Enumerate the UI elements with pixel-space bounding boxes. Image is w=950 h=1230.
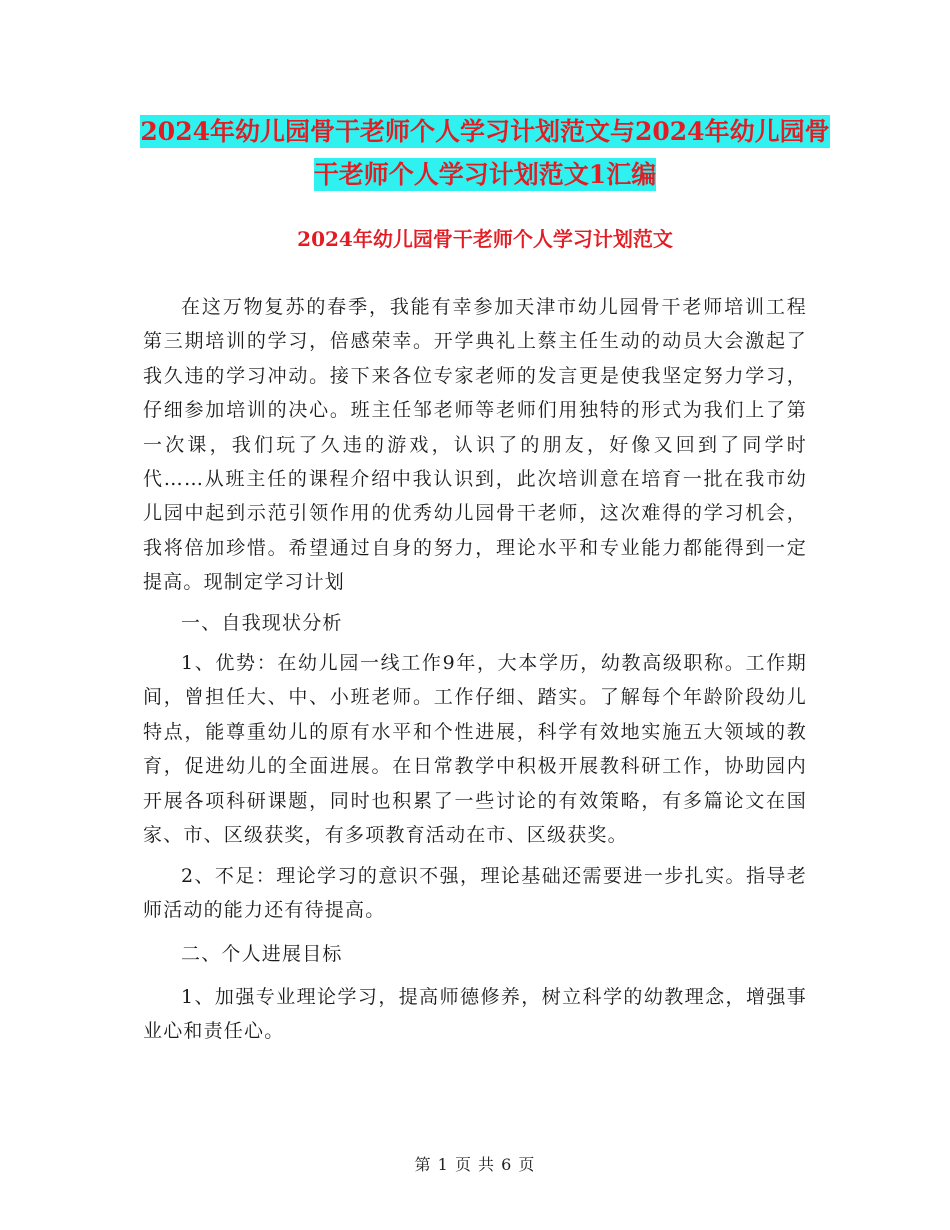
heading-self-analysis: 一、自我现状分析 [181, 611, 343, 634]
paragraph-strengths: 1、优势：在幼儿园一线工作9年，大本学历，幼教高级职称。工作期间，曾担任大、中、小班老师。工作仔细、踏实。了解每个年龄阶段幼儿特点，能尊重幼儿的原有水平和个性进展，科学有效地实施五大领域的教育，促进幼儿的全面进展。在日常教学中积极开展教科研工作，协助园内开展各项科研课题，同时也积累了一些讨论的有效策略，有多篇论文在国家、市、区级获奖，有多项教育活动在市、区级获奖。 [143, 652, 807, 847]
paragraph-weaknesses: 2、不足：理论学习的意识不强，理论基础还需要进一步扎实。指导老师活动的能力还有待提高。 [143, 864, 807, 921]
document-title-text: 2024年幼儿园骨干老师个人学习计划范文与2024年幼儿园骨干老师个人学习计划范文1汇编 [140, 117, 830, 189]
paragraph-goal-1: 1、加强专业理论学习，提高师德修养，树立科学的幼教理念，增强事业心和责任心。 [143, 985, 807, 1043]
document-title [140, 110, 830, 196]
paragraph-intro: 在这万物复苏的春季，我能有幸参加天津市幼儿园骨干老师培训工程第三期培训的学习，倍感荣幸。开学典礼上蔡主任生动的动员大会激起了我久违的学习冲动。接下来各位专家老师的发言更是使我坚定努力学习，仔细参加培训的决心。班主任邹老师等老师们用独特的形式为我们上了第一次课，我们玩了久违的游戏，认识了的朋友，好像又回到了同学时代……从班主任的课程介绍中我认识到，此次培训意在培育一批在我市幼儿园中起到示范引领作用的优秀幼儿园骨干老师，这次难得的学习机会，我将倍加珍惜。希望通过自身的努力，理论水平和专业能力都能得到一定提高。现制定学习计划 [143, 296, 807, 594]
document-body [143, 290, 807, 1049]
page-footer: 第 1 页 共 6 页 [414, 1155, 536, 1174]
heading-development-goals: 二、个人进展目标 [181, 943, 343, 966]
section-title: 2024年幼儿园骨干老师个人学习计划范文 [297, 227, 673, 251]
